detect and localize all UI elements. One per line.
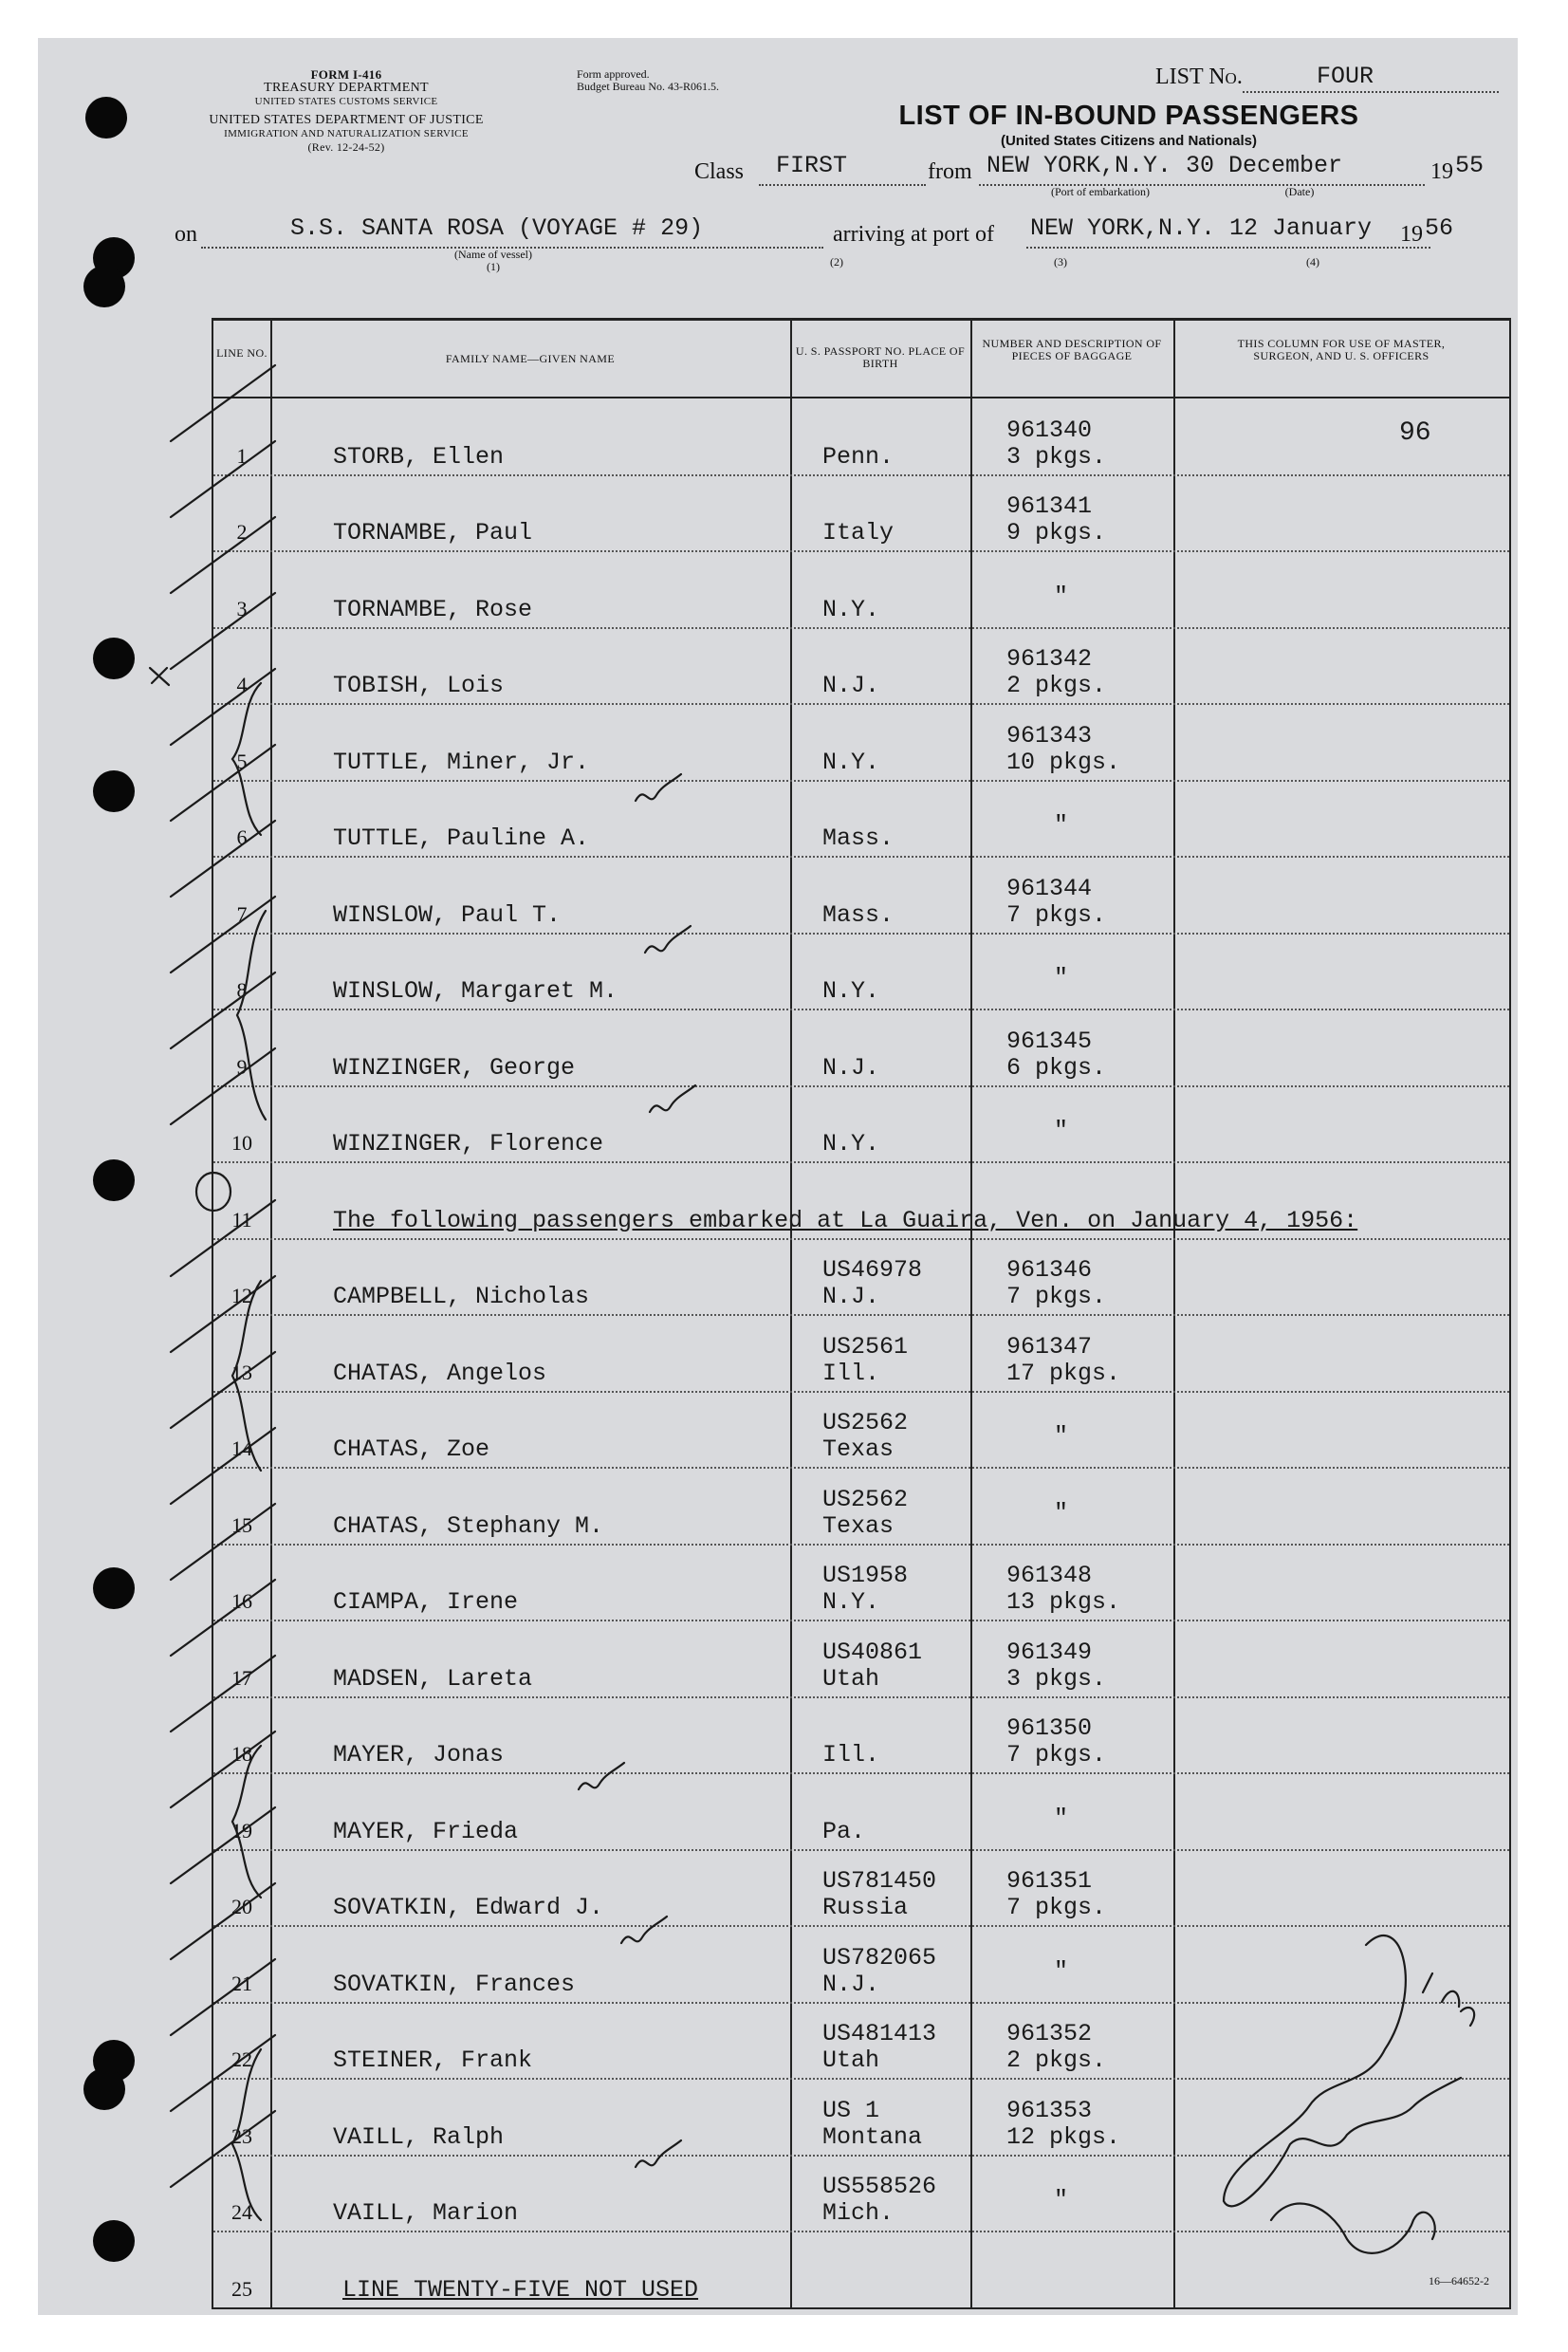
passenger-name: TOBISH, Lois (333, 672, 505, 699)
ditto-mark: " (1054, 1498, 1069, 1527)
place-of-birth: N.Y. (822, 1130, 880, 1157)
place-of-birth: Texas (822, 1511, 895, 1540)
arrival-year-prefix: 19 (1400, 222, 1423, 247)
baggage-pieces: 2 pkgs. (1006, 672, 1107, 699)
place-of-birth: Penn. (822, 442, 895, 471)
place-of-birth: Mich. (822, 2199, 895, 2227)
passenger-name: CHATAS, Angelos (333, 1359, 547, 1387)
line-number: 21 (231, 1971, 252, 1995)
passenger-name: MADSEN, Lareta (333, 1664, 533, 1693)
line-number: 2 (236, 520, 248, 544)
line-number: 18 (231, 1742, 252, 1766)
passenger-name: STORB, Ellen (333, 442, 505, 471)
form-approved: Form approved. (577, 67, 650, 81)
baggage-pieces: 10 pkgs. (1006, 748, 1121, 776)
passport-number: US558526 (822, 2173, 937, 2200)
baggage-number: 961346 (1006, 1256, 1093, 1284)
line-number: 16 (231, 1589, 252, 1613)
passport-number: US 1 (822, 2096, 880, 2124)
col-passport: U. S. PASSPORT NO. PLACE OF BIRTH (795, 344, 966, 370)
place-of-birth: Pa. (822, 1817, 866, 1845)
passenger-name: TUTTLE, Miner, Jr. (333, 748, 590, 776)
on-label: on (175, 222, 197, 247)
col-name: FAMILY NAME—GIVEN NAME (445, 352, 616, 365)
baggage-pieces: 7 pkgs. (1006, 900, 1107, 929)
baggage-number: 961353 (1006, 2096, 1093, 2124)
officer-note: 96 (1399, 417, 1431, 448)
baggage-number: 961347 (1006, 1332, 1093, 1361)
passenger-name: WINSLOW, Margaret M. (333, 977, 618, 1005)
baggage-pieces: 3 pkgs. (1006, 442, 1107, 471)
caption-3: (3) (1054, 255, 1067, 269)
line-number: 14 (231, 1436, 252, 1460)
place-of-birth: N.J. (822, 1970, 880, 1998)
baggage-number: 961349 (1006, 1638, 1093, 1666)
place-of-birth: N.J. (822, 672, 880, 699)
line-number: 17 (231, 1665, 252, 1690)
line-number: 23 (231, 2123, 252, 2148)
baggage-number: 961341 (1006, 492, 1093, 520)
manifest-sheet (38, 38, 1518, 2315)
place-of-birth: Utah (822, 1664, 880, 1693)
baggage-number: 961343 (1006, 721, 1093, 750)
col-line-no: LINE NO. (216, 346, 267, 360)
baggage-pieces: 13 pkgs. (1006, 1588, 1121, 1616)
line-number: 20 (231, 1895, 252, 1918)
line-number: 24 (231, 2200, 252, 2224)
arrival-port-date: NEW YORK,N.Y. 12 January (1030, 214, 1373, 242)
arriving-label: arriving at port of (833, 222, 994, 247)
line-number: 3 (236, 596, 248, 620)
passenger-name: TORNAMBE, Paul (333, 519, 533, 546)
date-caption: (Date) (1284, 185, 1315, 198)
line-number: 19 (231, 1818, 252, 1843)
passport-number: US782065 (822, 1943, 937, 1972)
passenger-name: STEINER, Frank (333, 2046, 533, 2074)
place-of-birth: Italy (822, 519, 895, 546)
line-number: 22 (231, 2047, 252, 2071)
baggage-pieces: 7 pkgs. (1006, 1741, 1107, 1769)
embarkation-note: The following passengers embarked at La Guaira, Ven. on January 4, 1956: (333, 1206, 1358, 1234)
passenger-name: CIAMPA, Irene (333, 1588, 519, 1616)
handwritten-annotations (38, 38, 1518, 2315)
baggage-pieces: 7 pkgs. (1006, 1894, 1107, 1921)
place-of-birth: Russia (822, 1894, 909, 1921)
place-of-birth: N.J. (822, 1283, 880, 1310)
baggage-pieces: 17 pkgs. (1006, 1359, 1121, 1387)
place-of-birth: N.J. (822, 1053, 880, 1082)
place-of-birth: Ill. (822, 1741, 880, 1769)
place-of-birth: Montana (822, 2122, 923, 2151)
line-number: 6 (236, 825, 248, 849)
baggage-pieces: 2 pkgs. (1006, 2046, 1107, 2074)
page-title: LIST OF IN-BOUND PASSENGERS (898, 101, 1359, 131)
passenger-name: CAMPBELL, Nicholas (333, 1283, 590, 1310)
class-value: FIRST (776, 152, 848, 179)
ditto-mark: " (1054, 2186, 1069, 2213)
passport-number: US46978 (822, 1256, 923, 1284)
form-number: FORM I-416 (310, 67, 382, 82)
baggage-pieces: 12 pkgs. (1006, 2122, 1121, 2151)
place-of-birth: Mass. (822, 824, 895, 852)
passenger-name: TUTTLE, Pauline A. (333, 824, 590, 852)
passenger-name: CHATAS, Zoe (333, 1435, 490, 1463)
place-of-birth: N.Y. (822, 748, 880, 776)
revision: (Rev. 12-24-52) (307, 140, 385, 154)
passenger-name: WINZINGER, Florence (333, 1130, 604, 1157)
year-prefix: 19 (1430, 159, 1453, 184)
passenger-name: CHATAS, Stephany M. (333, 1511, 604, 1540)
arrival-year-value: 56 (1425, 214, 1454, 242)
line-number: 10 (231, 1131, 252, 1155)
footer-code: 16—64652-2 (1429, 2274, 1489, 2287)
embark-port-date: NEW YORK,N.Y. 30 December (987, 152, 1343, 179)
line-number: 8 (236, 978, 248, 1002)
passenger-name: VAILL, Ralph (333, 2122, 505, 2151)
year-value: 55 (1455, 152, 1485, 179)
passenger-name: WINZINGER, George (333, 1053, 576, 1082)
ditto-mark: " (1054, 964, 1069, 991)
list-no-value: FOUR (1317, 63, 1374, 90)
passenger-name: MAYER, Jonas (333, 1741, 505, 1769)
line-number: 15 (231, 1512, 252, 1537)
baggage-number: 961345 (1006, 1027, 1093, 1055)
line-number: 12 (231, 1284, 252, 1307)
caption-2: (2) (830, 255, 843, 269)
passport-number: US2561 (822, 1332, 909, 1361)
baggage-number: 961344 (1006, 874, 1093, 902)
line-number: 13 (231, 1360, 252, 1384)
line-number: 5 (236, 749, 248, 773)
baggage-pieces: 9 pkgs. (1006, 519, 1107, 546)
justice-dept: UNITED STATES DEPARTMENT OF JUSTICE (209, 113, 484, 127)
passport-number: US40861 (822, 1638, 923, 1666)
line-number: 9 (236, 1054, 248, 1079)
line-number: 1 (236, 443, 248, 468)
budget-bureau: Budget Bureau No. 43-R061.5. (577, 80, 719, 93)
line-number: 25 (231, 2276, 252, 2301)
port-caption: (Port of embarkation) (1051, 185, 1150, 198)
passenger-name: WINSLOW, Paul T. (333, 900, 562, 929)
passport-number: US2562 (822, 1409, 909, 1436)
ins-service: IMMIGRATION AND NATURALIZATION SERVICE (224, 128, 469, 139)
ditto-mark: " (1054, 1117, 1069, 1144)
place-of-birth: Mass. (822, 900, 895, 929)
ditto-mark: " (1054, 1422, 1069, 1450)
list-no-label: LIST No. (1155, 65, 1243, 89)
col-baggage: NUMBER AND DESCRIPTION OF PIECES OF BAGGAGE (982, 337, 1162, 362)
baggage-number: 961350 (1006, 1714, 1093, 1742)
place-of-birth: Ill. (822, 1359, 880, 1387)
ditto-mark: " (1054, 1956, 1069, 1985)
ditto-mark: " (1054, 1804, 1069, 1832)
baggage-pieces: 3 pkgs. (1006, 1664, 1107, 1693)
unused-line-note: LINE TWENTY-FIVE NOT USED (342, 2275, 699, 2304)
passport-number: US1958 (822, 1562, 909, 1589)
caption-4: (4) (1306, 255, 1319, 269)
ditto-mark: " (1054, 811, 1069, 839)
customs-service: UNITED STATES CUSTOMS SERVICE (254, 96, 438, 107)
passenger-name: MAYER, Frieda (333, 1817, 519, 1845)
passenger-name: SOVATKIN, Frances (333, 1970, 576, 1998)
passenger-name: SOVATKIN, Edward J. (333, 1894, 604, 1921)
baggage-number: 961351 (1006, 1867, 1093, 1895)
page-subtitle: (United States Citizens and Nationals) (1000, 133, 1258, 149)
treasury-dept: TREASURY DEPARTMENT (264, 81, 429, 95)
from-label: from (928, 159, 972, 184)
baggage-number: 961340 (1006, 416, 1093, 444)
baggage-number: 961352 (1006, 2020, 1093, 2047)
place-of-birth: Utah (822, 2046, 880, 2074)
col-officers: THIS COLUMN FOR USE OF MASTER, SURGEON, AND U. S. OFFICERS (1237, 337, 1446, 362)
class-label: Class (694, 159, 745, 184)
vessel-caption: (Name of vessel) (454, 248, 532, 261)
place-of-birth: Texas (822, 1435, 895, 1463)
baggage-number: 961342 (1006, 645, 1093, 673)
vessel-name: S.S. SANTA ROSA (VOYAGE # 29) (290, 214, 704, 242)
line-number: 11 (231, 1207, 252, 1232)
place-of-birth: N.Y. (822, 595, 880, 623)
caption-1: (1) (487, 260, 500, 273)
passport-number: US781450 (822, 1867, 937, 1895)
baggage-pieces: 7 pkgs. (1006, 1283, 1107, 1310)
passport-number: US481413 (822, 2020, 937, 2047)
baggage-pieces: 6 pkgs. (1006, 1053, 1107, 1082)
place-of-birth: N.Y. (822, 977, 880, 1005)
baggage-number: 961348 (1006, 1562, 1093, 1589)
passenger-name: TORNAMBE, Rose (333, 595, 533, 623)
line-number: 7 (236, 901, 248, 926)
line-number: 4 (236, 673, 248, 696)
passenger-name: VAILL, Marion (333, 2199, 519, 2227)
place-of-birth: N.Y. (822, 1588, 880, 1616)
ditto-mark: " (1054, 582, 1069, 610)
passport-number: US2562 (822, 1485, 909, 1513)
